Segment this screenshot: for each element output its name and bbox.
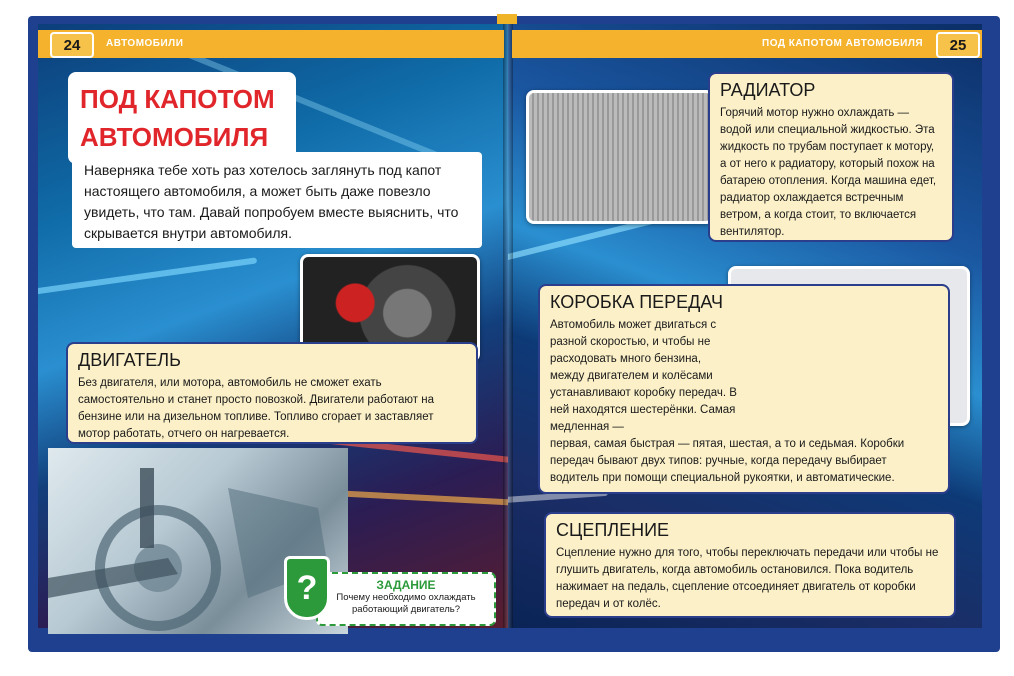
page-title-line-1: ПОД КАПОТОМ (80, 84, 275, 114)
clutch-heading: СЦЕПЛЕНИЕ (556, 520, 670, 540)
light-streak (38, 257, 257, 296)
gearbox-card (538, 284, 950, 494)
gearbox-text-lead: Автомобиль может двигаться с разной скоростью, и чтобы не расходовать много бензина, между двигателем и колёсами устанавливают коробку передач. В ней находятся шестерёнки. Самая медленная — (550, 319, 737, 433)
task-box (316, 572, 496, 626)
gearbox-heading: КОРОБКА ПЕРЕДАЧ (550, 292, 723, 312)
radiator-heading: РАДИАТОР (720, 80, 816, 100)
clutch-text: Сцепление нужно для того, чтобы переключать передачи или чтобы не глушить двигатель, когда автомобиль остановился. Пока водитель нажимает на педаль, сцепление отсоединяет двигатель от коробки передач и от колёс. (556, 547, 939, 610)
gearbox-text-tail: первая, самая быстрая — пятая, шестая, а то и седьмая. Коробки передач бывают двух типов: ручные, когда передачу выбирает водитель при помощи специальной рукоятки, и автоматические. (550, 438, 905, 484)
intro-paragraph: Наверняка тебе хоть раз хотелось заглянуть под капот настоящего автомобиля, а может быть даже повезло увидеть, что там. Давай попробуем вместе выяснить, что скрывается внутри автомобиля. (72, 152, 482, 248)
radiator-card (708, 72, 954, 242)
book-spine (503, 24, 513, 628)
page-title-line-2: АВТОМОБИЛЯ (80, 122, 269, 152)
radiator-photo (526, 90, 714, 224)
page-title-box (68, 72, 296, 164)
left-page-number: 24 (50, 32, 94, 58)
right-page-number: 25 (936, 32, 980, 58)
task-question: Почему необходимо охлаждать работающий двигатель? (336, 592, 476, 615)
radiator-text: Горячий мотор нужно охлаждать — водой или специальной жидкостью. Эта жидкость по трубам поступает к мотору, а от него к радиатору, который похож на батарею отопления. Когда машина едет, радиатор охлаждается встречным ветром, а когда стоит, то включается вентилятор. (720, 107, 937, 238)
task-title: ЗАДАНИЕ (376, 578, 436, 592)
left-section-title: АВТОМОБИЛИ (106, 38, 184, 49)
question-mark-icon (284, 556, 330, 620)
right-section-title: ПОД КАПОТОМ АВТОМОБИЛЯ (762, 38, 924, 49)
engine-text: Без двигателя, или мотора, автомобиль не сможет ехать самостоятельно и станет просто повозкой. Двигатели работают на бензине или на дизельном топливе. Топливо сгорает и заставляет мотор работать, отчего он нагревается. (78, 377, 435, 440)
clutch-card (544, 512, 956, 618)
engine-card (66, 342, 478, 444)
question-mark-glyph: ? (296, 568, 318, 607)
engine-heading: ДВИГАТЕЛЬ (78, 350, 181, 370)
